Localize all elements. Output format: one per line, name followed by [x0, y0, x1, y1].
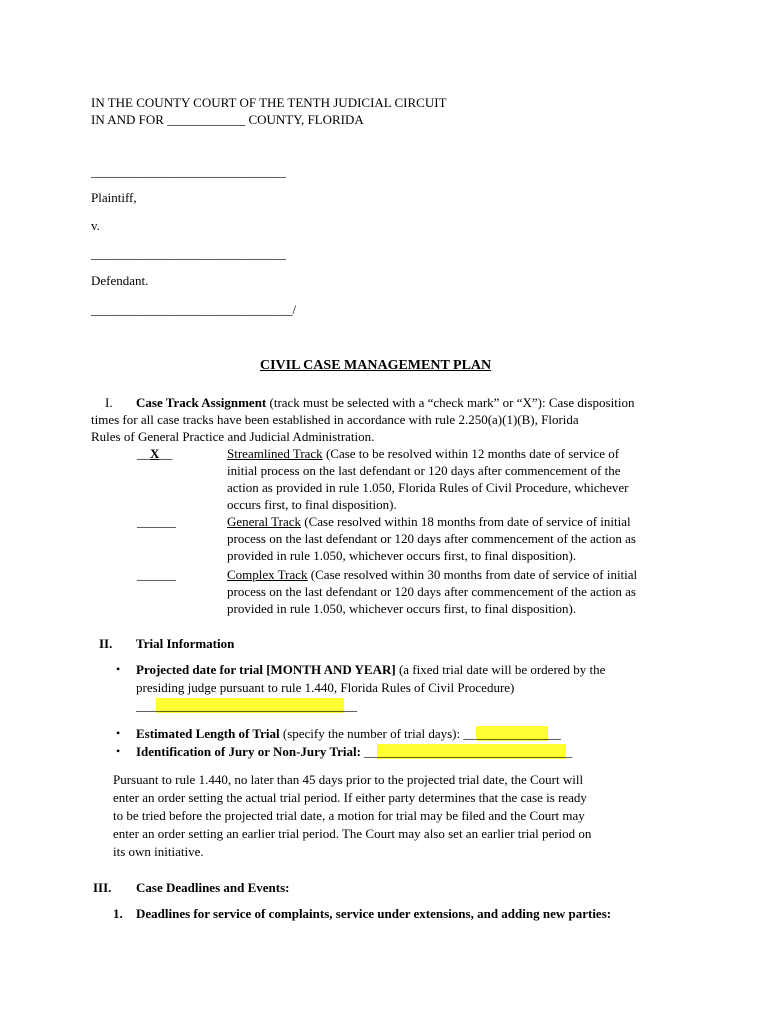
court-header-line1: IN THE COUNTY COURT OF THE TENTH JUDICIAL CIRCUIT [91, 95, 447, 110]
general-track-mark: ______ [137, 514, 176, 529]
trial-date-line1: Projected date for trial [MONTH AND YEAR] (a fixed trial date will be ordered by the [136, 662, 606, 677]
streamlined-track-mark: __X__ [137, 446, 173, 461]
general-track-line3: provided in rule 1.050, whichever occurs first, to final disposition). [227, 548, 577, 563]
trial-date-blank[interactable]: __________________________________ [136, 698, 357, 713]
defendant-label: Defendant. [91, 273, 149, 288]
plaintiff-name-blank: ______________________________ [91, 164, 286, 179]
section1-intro-rest: (track must be selected with a “check mark” or “X”): Case disposition [266, 395, 635, 410]
streamlined-track-line2: initial process on the last defendant or 120 days after commencement of the [227, 463, 621, 478]
section1-heading: Case Track Assignment [136, 395, 267, 410]
general-track-line1: General Track (Case resolved within 18 months from date of service of initial [227, 514, 631, 529]
bullet-icon: • [116, 662, 121, 676]
deadline-item1-text: Deadlines for service of complaints, service under extensions, and adding new parties: [136, 906, 612, 921]
trial-paragraph-line1: Pursuant to rule 1.440, no later than 45 days prior to the projected trial date, the Court will [113, 772, 584, 787]
jury-line: Identification of Jury or Non-Jury Trial: ________________________________ [136, 744, 573, 759]
trial-paragraph-line5: its own initiative. [113, 844, 204, 859]
trial-date-line2: presiding judge pursuant to rule 1.440, Florida Rules of Civil Procedure) [136, 680, 515, 695]
general-track-line2: process on the last defendant or 120 days after commencement of the action as [227, 531, 636, 546]
complex-track-line1: Complex Track (Case resolved within 30 months from date of service of initial [227, 567, 638, 582]
trial-date-label: Projected date for trial [MONTH AND YEAR] [136, 662, 396, 677]
complex-track-line3: provided in rule 1.050, whichever occurs first, to final disposition). [227, 601, 577, 616]
streamlined-track-line3: action as provided in rule 1.050, Florida Rules of Civil Procedure, whichever [227, 480, 629, 495]
trial-length-label: Estimated Length of Trial [136, 726, 280, 741]
trial-length-line: Estimated Length of Trial (specify the number of trial days): _______________ [136, 726, 561, 741]
streamlined-track-line4: occurs first, to final disposition). [227, 497, 397, 512]
deadline-item1-number: 1. [113, 906, 123, 921]
trial-paragraph-line3: to be tried before the projected trial date, a motion for trial may be filed and the Court may [113, 808, 585, 823]
trial-date-highlight-field[interactable]: _____________________________ [155, 698, 344, 713]
jury-highlight-field[interactable]: _____________________________ [377, 744, 566, 759]
defendant-name-blank: ______________________________ [91, 246, 286, 261]
section1-numeral: I. [105, 395, 113, 410]
section1-intro-line1 [136, 394, 634, 411]
bullet-icon: • [116, 726, 121, 740]
trial-length-highlight-field[interactable]: ___________ [476, 726, 548, 741]
jury-label: Identification of Jury or Non-Jury Trial: [136, 744, 361, 759]
complex-track-line2: process on the last defendant or 120 days after commencement of the action as [227, 584, 636, 599]
document-title: CIVIL CASE MANAGEMENT PLAN [260, 358, 492, 373]
court-header-line2: IN AND FOR ____________ COUNTY, FLORIDA [91, 112, 364, 127]
general-track-name: General Track [227, 514, 302, 529]
plaintiff-label: Plaintiff, [91, 190, 137, 205]
caption-closing-blank: _______________________________/ [91, 302, 297, 317]
section3-heading: Case Deadlines and Events: [136, 880, 290, 895]
section1-intro-line2: times for all case tracks have been established in accordance with rule 2.250(a)(1)(B), Florida [91, 412, 579, 427]
section2-heading: Trial Information [136, 636, 235, 651]
streamlined-track-name: Streamlined Track [227, 446, 323, 461]
bullet-icon: • [116, 744, 121, 758]
complex-track-mark: ______ [137, 567, 176, 582]
trial-paragraph-line4: enter an order setting an earlier trial period. The Court may also set an earlier trial period on [113, 826, 592, 841]
section2-numeral: II. [99, 636, 113, 651]
trial-paragraph-line2: enter an order setting the actual trial period. If either party determines that the case is ready [113, 790, 587, 805]
versus-label: v. [91, 218, 100, 233]
section1-intro-line3: Rules of General Practice and Judicial Administration. [91, 429, 375, 444]
streamlined-track-x-mark: X [150, 446, 160, 461]
section3-numeral: III. [93, 880, 112, 895]
streamlined-track-line1: Streamlined Track (Case to be resolved within 12 months date of service of [227, 446, 620, 461]
complex-track-name: Complex Track [227, 567, 308, 582]
